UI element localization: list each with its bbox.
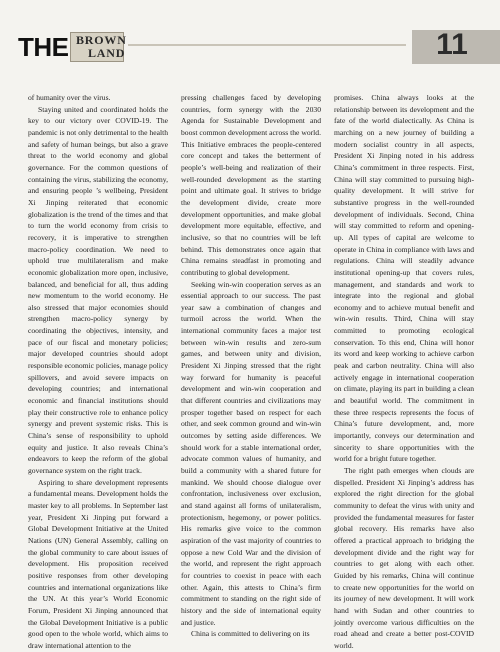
page-header [0,0,500,88]
column-1 [28,92,168,650]
paragraph: promises. China always looks at the relationship between its development and the fate of the world dialectically. As China is marching on a new journey of building a modern socialist country in all aspects, President Xi Jinping noted in his address China’s commitment in three respects. First, China will stay committed to pursuing high-quality development. It will strive for substantive progress in the well-rounded development of individuals. Second, China will stay committed to reform and opening-up. All types of capital are welcome to operate in China in compliance with laws and regulations. China will steadily advance institutional opening-up that covers rules, management, and standards and work to integrate into the regional and global economy and to achieve mutual benefit and win-win results. Third, China will stay committed to promoting ecological conservation. To this end, China will honor its word and keep working to achieve carbon peak and carbon neutrality. China will also actively engage in international cooperation on climate, playing its part in building a clean and beautiful world. The commitment in these three respects represents the focus of China’s future development, and, more importantly, conveys our determination and sincerity to share opportunities with the world for a bright future together. [334,93,474,464]
column-2 [181,92,321,639]
logo-the-text: THE [18,32,69,62]
magazine-logo [18,26,128,66]
logo-land-text: LAND [88,46,126,60]
article-body [28,92,474,650]
paragraph: Seeking win-win cooperation serves as an essential approach to our success. The past year saw a combination of changes and turmoil across the world. When the international community faces a major test between win-win results and zero-sum games, and between unity and division, President Xi Jinping stressed that the right way forward for humanity is peaceful development and win-win cooperation and that different countries and civilizations may prosper together based on respect for each other, and seek common ground and win-win outcomes by setting aside differences. We should work for a stable international order, advocate common values of humanity, and build a community with a shared future for mankind. We should choose dialogue over confrontation, inclusiveness over exclusion, and stand against all forms of unilateralism, protectionism, hegemony, or power politics. His remarks give voice to the common aspiration of the vast majority of countries to oppose a new Cold War and the division of the world, and represent the right approach for countries to coexist in peace with each other. Again, this attests to China’s firm commitment to standing on the right side of history and the side of international equity and justice. [181,279,321,627]
paragraph: The right path emerges when clouds are dispelled. President Xi Jinping’s address has explored the right direction for the global community to defeat the virus with unity and provided the fundamental measures for faster global recovery. His remarks have also offered a practical approach to bridging the development divide and the right way for countries to get along with each other. Guided by his remarks, China will continue to create new opportunities for the world on its journey of new development. It will work hand with Sudan and other countries to jointly overcome various difficulties on the road ahead and create a better post-COVID world. [334,466,474,650]
paragraph: China is committed to delivering on its [191,629,310,639]
page-number: 11 [436,28,468,61]
paragraph: Staying united and coordinated holds the key to our victory over COVID-19. The pandemic is not only detrimental to the health and safety of human beings, but also a grave threat to the world economy and global governance. For the common questions of containing the virus, stabilizing the economy, and ensuring people ’s wellbeing, President Xi Jinping reiterated that economic globalization is the trend of the times and that to turn the world economy from crisis to recovery, it is imperative to strengthen macro-policy coordination. We need to uphold true multilateralism and make economic globalization more open, inclusive, balanced, and beneficial for all, thus adding new momentum to the world economy. He also stressed that major economies should strengthen macro-policy synergy by coordinating the objectives, intensity, and pace of our fiscal and monetary policies; major developed countries should adopt responsible economic policies, manage policy spillovers, and avoid severe impacts on developing countries; and international economic and financial institutions should play their constructive role to enhance policy synergy and prevent systemic risks. This is China’s sense of responsibility to uphold equity and justice. It also reveals China’s endeavors to keep the reform of the global governance system on the right track. [28,104,168,475]
paragraph: pressing challenges faced by developing countries, form synergy with the 2030 Agenda for Sustainable Development and boost common development across the world. This Initiative embraces the people-centered core concept and takes the betterment of people’s well-being and realization of their well-rounded development as the starting point and ultimate goal. It strives to bridge the development divide, create more development opportunities, and make global development more equitable, effective, and inclusive, so that no countries will be left behind. This demonstrates once again that China remains steadfast in promoting and contributing to global development. [181,93,321,277]
header-rule [128,44,406,46]
logo-brown-text: BROWN [76,33,127,47]
paragraph: Aspiring to share development represents a fundamental means. Development holds the master key to all problems. In September last year, President Xi Jinping put forward a Global Development Initiative at the United Nations (UN) General Assembly, calling on the global community to care about issues of development. His proposition received positive responses from other developing countries and international organizations like the UN. At this year’s World Economic Forum, President Xi Jinping announced that the Global Development Initiative is a public good open to the whole world, which aims to draw international attention to the [28,477,168,650]
paragraph: of humanity over the virus. [28,93,111,102]
column-3 [334,92,474,650]
